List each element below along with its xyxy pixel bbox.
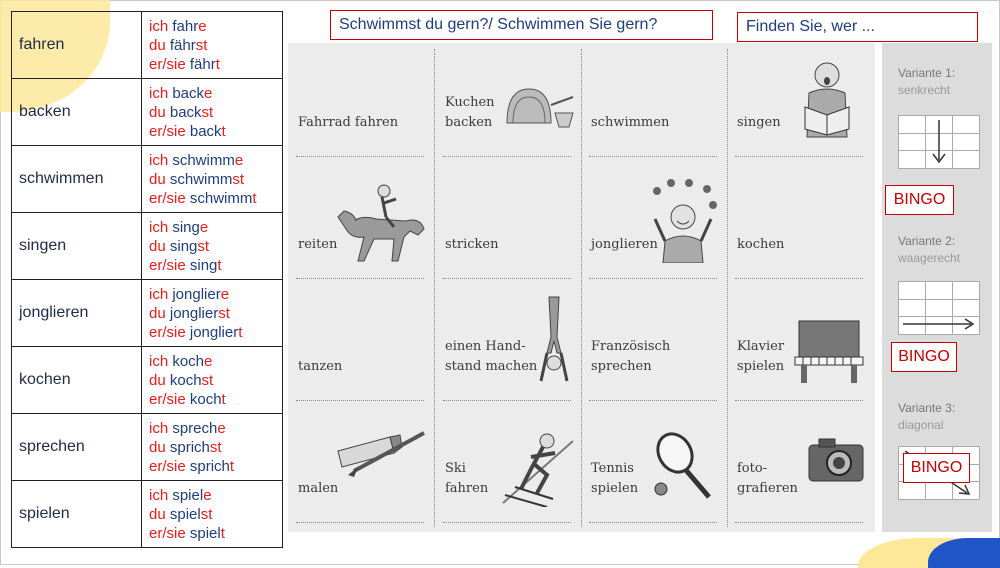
ending: st [232, 170, 245, 188]
bingo-cell-label: jonglieren [591, 237, 658, 252]
table-row [12, 414, 283, 481]
conjugation-line [149, 285, 282, 304]
pronoun: du [149, 36, 170, 54]
bingo-cell-label: Fahrrad fahren [298, 115, 399, 130]
bingo-cell-label: reiten [298, 237, 338, 252]
table-row [12, 280, 283, 347]
pronoun: ich [149, 84, 173, 102]
ending: e [203, 486, 212, 504]
ending: e [199, 218, 209, 236]
table-row [12, 146, 283, 213]
pronoun: er/sie [149, 524, 190, 542]
variant-1-diagram [898, 115, 980, 169]
table-row [12, 481, 283, 548]
bingo-cell[interactable] [583, 413, 723, 523]
verb-conjugation [142, 12, 283, 79]
ending: t [238, 323, 243, 341]
bingo-cell[interactable] [729, 169, 869, 279]
ending: e [204, 352, 213, 370]
bingo-cell-label: tanzen [298, 359, 343, 374]
pronoun: er/sie [149, 323, 190, 341]
bingo-cell-label: malen [298, 481, 339, 496]
stem: jonglier [189, 323, 239, 341]
conjugation-line [149, 103, 282, 122]
horizontal-arrow-icon [899, 282, 979, 334]
ending: st [200, 505, 213, 523]
bingo-label-1: BINGO [885, 185, 954, 215]
verb-infinitive: backen [12, 79, 142, 146]
stem: back [172, 84, 205, 102]
verb-infinitive: sprechen [12, 414, 142, 481]
ending: st [201, 103, 214, 121]
ending: t [229, 457, 235, 475]
stem: back [169, 103, 202, 121]
stem: koch [172, 352, 205, 370]
pronoun: ich [149, 486, 173, 504]
ending: e [198, 17, 207, 35]
stem: back [189, 122, 222, 140]
bingo-cell-label: foto- grafieren [737, 461, 798, 496]
bingo-cell-label: Tennis spielen [591, 461, 639, 496]
grid-divider [581, 49, 582, 527]
conjugation-line [149, 218, 282, 237]
conjugation-line [149, 122, 282, 141]
bingo-cell-label: stricken [445, 237, 499, 252]
ending: st [197, 237, 210, 255]
bingo-cell[interactable] [583, 291, 723, 401]
stem: sprech [172, 419, 218, 437]
ending: t [220, 524, 225, 542]
pronoun: ich [149, 285, 173, 303]
pronoun: ich [149, 17, 173, 35]
stem: fahr [172, 17, 199, 35]
conjugation-line [149, 371, 282, 390]
ending: st [201, 371, 214, 389]
ending: e [220, 285, 230, 303]
verb-conjugation [142, 481, 283, 548]
conjugation-line [149, 189, 282, 208]
conjugation-line [149, 505, 282, 524]
ending: st [218, 304, 230, 322]
horse-rider-icon [334, 177, 430, 263]
stem: schwimm [169, 170, 233, 188]
table-row [12, 79, 283, 146]
ending: st [209, 438, 222, 456]
pronoun: er/sie [149, 256, 190, 274]
conjugation-line [149, 419, 282, 438]
bingo-cell[interactable] [437, 413, 577, 523]
conjugation-line [149, 36, 282, 55]
verb-infinitive: spielen [12, 481, 142, 548]
pronoun: du [149, 505, 170, 523]
conjugation-line [149, 352, 282, 371]
conjugation-line [149, 256, 282, 275]
bingo-cell-label: Französisch sprechen [591, 339, 671, 374]
stem: spiel [172, 486, 204, 504]
verb-conjugation [142, 146, 283, 213]
conjugation-line [149, 323, 282, 342]
verb-infinitive: kochen [12, 347, 142, 414]
conjugation-line [149, 151, 282, 170]
bingo-cell-label: Klavier spielen [737, 339, 785, 374]
grid-divider [434, 49, 435, 527]
singer-icon [791, 57, 865, 143]
stem: spiel [189, 524, 221, 542]
variant-2-diagram [898, 281, 980, 335]
stem: spiel [169, 505, 201, 523]
variant-2-title: Variante 2: waagerecht [898, 234, 961, 265]
bingo-label-3: BINGO [903, 453, 970, 483]
bingo-label-2: BINGO [891, 342, 957, 372]
stem: jonglier [172, 285, 221, 303]
stem: sing [189, 256, 218, 274]
question-box: Schwimmst du gern?/ Schwimmen Sie gern? [330, 10, 713, 40]
ending: t [217, 256, 222, 274]
bingo-cell-label: singen [737, 115, 781, 130]
pronoun: ich [149, 151, 173, 169]
bingo-cell[interactable] [729, 291, 869, 401]
conjugation-line [149, 17, 282, 36]
pronoun: ich [149, 352, 173, 370]
camera-icon [807, 435, 867, 485]
paint-tube-brush-icon [334, 427, 430, 479]
table-row [12, 347, 283, 414]
verb-conjugation [142, 414, 283, 481]
pronoun: du [149, 371, 170, 389]
instruction-box: Finden Sie, wer ... [737, 12, 978, 42]
bingo-cell[interactable] [290, 413, 430, 523]
bingo-cell[interactable] [290, 291, 430, 401]
bingo-cell[interactable] [729, 413, 869, 523]
bingo-cell-label: Ski fahren [445, 461, 489, 496]
conjugation-line [149, 438, 282, 457]
verb-infinitive: fahren [12, 12, 142, 79]
bingo-cell-label: Kuchen backen [445, 95, 495, 130]
conjugation-line [149, 486, 282, 505]
stem: sprich [189, 457, 230, 475]
bingo-cell[interactable] [583, 169, 723, 279]
bingo-cell-label: schwimmen [591, 115, 670, 130]
conjugation-line [149, 84, 282, 103]
grid-divider [727, 49, 728, 527]
pronoun: du [149, 237, 170, 255]
ending: t [221, 390, 226, 408]
conjugation-line [149, 524, 282, 543]
pronoun: du [149, 438, 170, 456]
bingo-cell[interactable] [583, 47, 723, 157]
verb-infinitive: singen [12, 213, 142, 280]
variant-3-title: Variante 3: diagonal [898, 401, 956, 432]
verb-conjugation [142, 213, 283, 280]
pronoun: du [149, 304, 170, 322]
pronoun: du [149, 103, 170, 121]
table-row [12, 12, 283, 79]
pronoun: du [149, 170, 170, 188]
verb-infinitive: jonglieren [12, 280, 142, 347]
conjugation-line [149, 170, 282, 189]
stem: koch [169, 371, 202, 389]
tennis-racket-icon [651, 431, 721, 503]
pronoun: er/sie [149, 55, 190, 73]
pronoun: ich [149, 419, 173, 437]
bingo-cell[interactable] [729, 47, 869, 157]
bingo-cell-label: einen Hand- stand machen [445, 339, 538, 374]
verb-infinitive: schwimmen [12, 146, 142, 213]
conjugation-line [149, 55, 282, 74]
ending: e [204, 84, 213, 102]
ending: e [217, 419, 226, 437]
conjugation-line [149, 304, 282, 323]
juggler-icon [649, 179, 721, 263]
table-row [12, 213, 283, 280]
bingo-cell[interactable] [437, 291, 577, 401]
conjugation-line [149, 457, 282, 476]
skier-icon [497, 423, 577, 507]
bingo-cell[interactable] [290, 169, 430, 279]
bingo-cell-label: kochen [737, 237, 785, 252]
stem: sing [169, 237, 198, 255]
pronoun: ich [149, 218, 173, 236]
vertical-arrow-icon [899, 116, 979, 168]
ending: t [252, 189, 257, 207]
cake-icon [499, 83, 577, 133]
stem: fähr [189, 55, 216, 73]
stem: sing [172, 218, 200, 236]
bingo-cell[interactable] [290, 47, 430, 157]
bingo-cell[interactable] [437, 47, 577, 157]
verb-conjugation [142, 280, 283, 347]
stem: koch [189, 390, 222, 408]
bingo-grid [288, 43, 875, 532]
bingo-cell[interactable] [437, 169, 577, 279]
ending: e [234, 151, 244, 169]
pronoun: er/sie [149, 122, 190, 140]
piano-icon [793, 319, 865, 385]
ending: t [215, 55, 220, 73]
stem: fähr [169, 36, 196, 54]
pronoun: er/sie [149, 189, 190, 207]
verb-conjugation [142, 347, 283, 414]
pronoun: er/sie [149, 390, 190, 408]
conjugation-line [149, 237, 282, 256]
conjugation-table [11, 11, 283, 548]
handstand-icon [537, 293, 571, 387]
stem: schwimm [189, 189, 253, 207]
variant-1-title: Variante 1: senkrecht [898, 66, 956, 97]
stem: sprich [169, 438, 210, 456]
stem: schwimm [172, 151, 235, 169]
verb-conjugation [142, 79, 283, 146]
ending: st [195, 36, 208, 54]
pronoun: er/sie [149, 457, 190, 475]
stem: jonglier [169, 304, 219, 322]
conjugation-line [149, 390, 282, 409]
ending: t [221, 122, 226, 140]
